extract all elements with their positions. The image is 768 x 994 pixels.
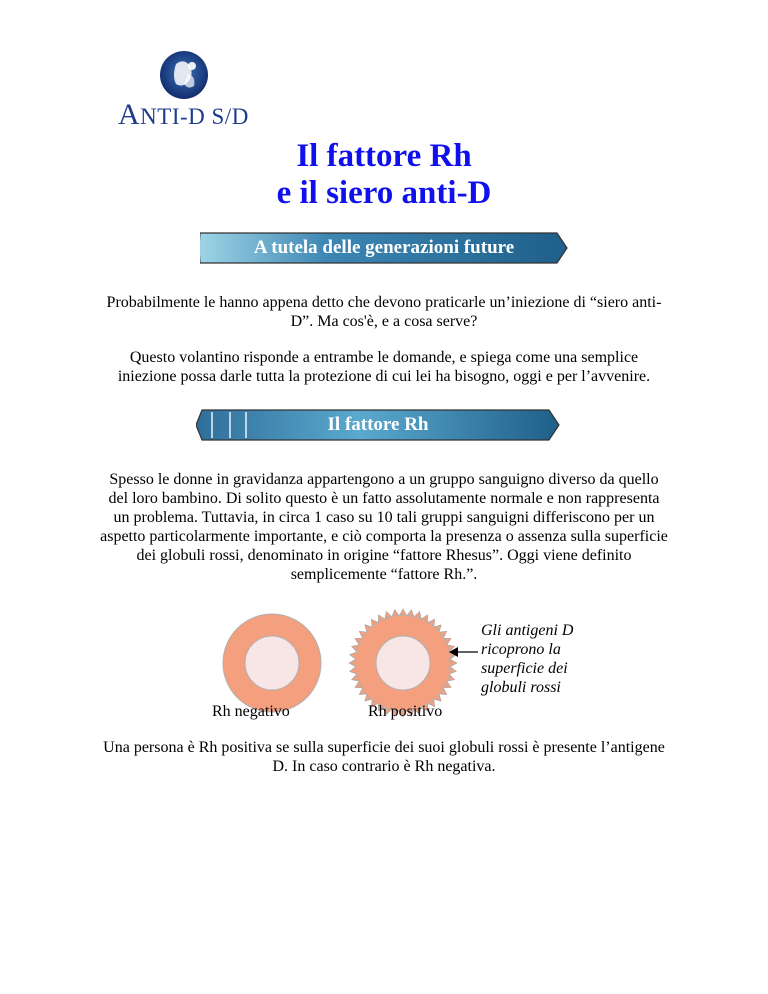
rh-paragraph: Spesso le donne in gravidanza appartengono a un gruppo sanguigno diverso da quello del loro bambino. Di solito questo è un fatto assolutamente normale e non rappresenta un problema. Tuttavia, in circa 1 caso su 10 tali gruppi sanguigni differiscono per un aspetto particolarmente importante, e ciò comporta la presenza o assenza sulla superficie dei globuli rossi, denominato in origine “fattore Rhesus”. Oggi viene definito semplicemente “fattore Rh.”. [100,471,668,583]
banner-fattore-rh-label: Il fattore Rh [327,414,429,435]
antigen-spike [451,660,457,667]
antigen-spike [349,660,355,667]
rh-positive-label: Rh positivo [368,703,443,720]
section-banner-fattore-rh [196,409,560,441]
rh-cell-diagram [0,600,768,720]
page-title-line-1: Il fattore Rh [296,138,472,174]
intro-paragraph-1: Probabilmente le hanno appena detto che devono praticarle un’iniezione di “siero anti-D”. Ma cos'è, e a cosa serve? [106,294,662,330]
section-banner-tutela [200,232,568,264]
logo-text: ANTI-D S/D [118,98,249,131]
rh-positive-cell [349,609,457,717]
rh-negative-cell [223,614,321,712]
intro-paragraph-2: Questo volantino risponde a entrambe le domande, e spiega come una semplice iniezione possa darle tutta la protezione di cui lei ha bisogno, oggi e per l’avvenire. [117,349,651,385]
antigen-spike [400,609,407,615]
antigen-annotation: Gli antigeni D ricoprono la superficie dei globuli rossi [481,622,574,696]
logo-emblem-icon [118,50,250,100]
banner-tutela-label: A tutela delle generazioni future [253,237,515,258]
rh-negative-label: Rh negativo [212,703,290,720]
logo [118,50,250,131]
page-title-line-2: e il siero anti-D [276,175,492,211]
conclusion-paragraph: Una persona è Rh positiva se sulla superficie dei suoi globuli rossi è presente l’antigene D. In caso contrario è Rh negativa. [103,739,665,775]
